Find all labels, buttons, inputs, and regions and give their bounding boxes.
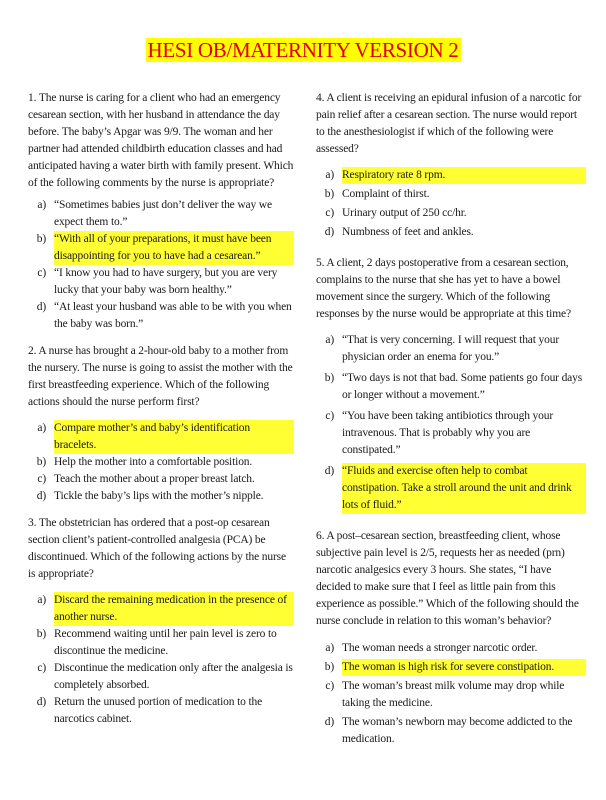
question-2 (28, 343, 294, 505)
question-4 (316, 90, 586, 241)
question-3 (28, 515, 294, 728)
question-stem: 6. A post–cesarean section, breastfeeding client, whose subjective pain level is 2/5, requests her as needed (prn) narcotic analgesics every 3 hours. She states, “I have decided to make sure that I feel as little pain from this experience as possible.” Which of the following should the nurse conclude in relation to this woman’s behavior? (316, 530, 579, 627)
left-column (28, 90, 294, 738)
answer-options (28, 592, 294, 728)
option-c: c) Teach the mother about a proper breast latch. (37, 473, 255, 485)
answer-options (316, 640, 586, 748)
option-c: c) The woman’s breast milk volume may drop while taking the medicine. (325, 680, 565, 709)
answer-options (316, 332, 586, 514)
answer-options (316, 167, 586, 241)
option-d: d) The woman’s newborn may become addicted to the medication. (324, 716, 573, 745)
option-a: a) The woman needs a stronger narcotic order. (325, 642, 538, 654)
option-a: a) “That is very concerning. I will request that your physician order an enema for you.” (325, 334, 559, 363)
option-c: c) Discontinue the medication only after the analgesia is completely absorbed. (37, 662, 293, 691)
question-stem: 4. A client is receiving an epidural infusion of a narcotic for pain relief after a cesarean section. The nurse would report to the anesthesiologist if which of the following were assessed? (316, 92, 582, 155)
option-d: d) Tickle the baby’s lips with the mother’s nipple. (36, 490, 264, 502)
question-5 (316, 255, 586, 514)
option-d: d) Numbness of feet and ankles. (324, 226, 474, 238)
option-d: d) “At least your husband was able to be with you when the baby was born.” (36, 301, 292, 330)
option-a-highlighted: a) Discard the remaining medication in the presence of another nurse. (28, 592, 294, 626)
option-b: b) Recommend waiting until her pain level is zero to discontinue the medicine. (36, 628, 277, 657)
question-1 (28, 90, 294, 333)
option-a-highlighted: a) Respiratory rate 8 rpm. (316, 167, 586, 184)
option-d-highlighted: d) “Fluids and exercise often help to combat constipation. Take a stroll around the unit and drink lots of fluid.” (316, 463, 586, 514)
option-a-highlighted: a) Compare mother’s and baby’s identification bracelets. (28, 420, 294, 454)
option-c: c) Urinary output of 250 cc/hr. (325, 207, 467, 219)
question-stem: 1. The nurse is caring for a client who had an emergency cesarean section, with her husband in attendance the day before. The baby’s Apgar was 9/9. The woman and her partner had attended childbirth education classes and had anticipated having a water birth with family present. Which of the following comments by the nurse is appropriate? (28, 92, 294, 189)
answer-options (28, 197, 294, 333)
document-title: HESI OB/MATERNITY VERSION 2 (147, 38, 459, 62)
option-c: c) “I know you had to have surgery, but you are very lucky that your baby was born healthy.” (37, 267, 278, 296)
option-a: a) “Sometimes babies just don’t deliver the way we expect them to.” (37, 199, 272, 228)
option-b: b) “Two days is not that bad. Some patients go four days or longer without a movement.” (324, 372, 583, 401)
option-b-highlighted: b) The woman is high risk for severe constipation. (316, 659, 586, 676)
option-d: d) Return the unused portion of medication to the narcotics cabinet. (36, 696, 263, 725)
option-b: b) Help the mother into a comfortable position. (36, 456, 253, 468)
question-stem: 2. A nurse has brought a 2-hour-old baby to a mother from the nursery. The nurse is going to assist the mother with the first breastfeeding experience. Which of the following actions should the nurse perform first? (28, 345, 293, 408)
answer-options (28, 420, 294, 505)
right-column (316, 90, 586, 762)
option-c: c) “You have been taking antibiotics through your intravenous. That is probably why you are constipated.” (325, 410, 554, 456)
question-stem: 3. The obstetrician has ordered that a post-op cesarean section client’s patient-controlled analgesia (PCA) be discontinued. Which of the following actions by the nurse is appropriate? (28, 517, 286, 580)
option-b-highlighted: b) “With all of your preparations, it must have been disappointing for you to have had a cesarean.” (28, 231, 294, 265)
question-6 (316, 528, 586, 748)
option-b: b) Complaint of thirst. (324, 188, 430, 200)
question-stem: 5. A client, 2 days postoperative from a cesarean section, complains to the nurse that she has yet to have a bowel movement since the surgery. Which of the following responses by the nurse would be appropriate at this time? (316, 257, 571, 320)
